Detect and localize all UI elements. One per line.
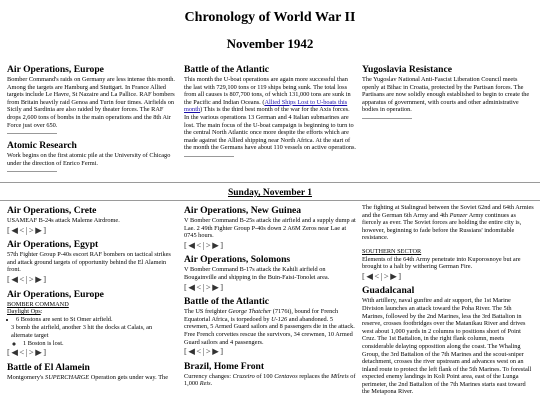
overview-column-1 bbox=[7, 64, 175, 178]
nav-bracket-open: [ bbox=[7, 347, 11, 358]
section-text: The fighting at Stalingrad between the Soviet 62nd and 64th Armies and the German 6th Army and 4th Panzer Army continues as fiercely as ever. The Soviet forces are holding the entire city is, however, beginning to fade before the Russians' indomitable resistance. bbox=[362, 204, 534, 242]
divider bbox=[0, 182, 540, 183]
day-column-1 bbox=[7, 205, 175, 381]
first-arrow-icon[interactable]: ◀ bbox=[11, 347, 19, 358]
list-item: • 6 Bostons are sent to St Omer airfield. bbox=[16, 316, 175, 324]
section-title: Air Operations, Crete bbox=[7, 205, 97, 216]
next-arrow-icon[interactable]: > bbox=[205, 281, 212, 292]
section-text: Montgomery's SUPERCHARGE Operation gets under way. The bbox=[7, 373, 168, 381]
section-text: This month the U-boat operations are again more successful than the last with 729,100 tons or 119 ships being sunk. The total loss from all causes is 807,700 tons, of which 131,000 tons are sunk in the Pacific and Indian Oceans. (Allied Ships Lost to U-boats this month) This is the third best month of the war for the Axis forces. In the various operations 13 German and 4 Italian submarines are lost. The main focus of the U-boat campaign is beginning to turn to the central North Atlantic once more despite the efforts which are made against the Allied shipping near North Africa. At the start of the month the Germans have about 110 vessels on active operations. bbox=[184, 76, 357, 152]
prev-arrow-icon[interactable]: < bbox=[19, 273, 25, 284]
section-title: Air Operations, Europe bbox=[7, 64, 104, 75]
section-text: Currency changes: Cruzeiro of 100 Centavos replaces the Milreis of 1,000 Reis. bbox=[184, 372, 356, 388]
prev-arrow-icon[interactable]: < bbox=[196, 239, 202, 250]
nav-bracket-close: ] bbox=[43, 347, 47, 358]
next-arrow-icon[interactable]: > bbox=[205, 239, 212, 250]
nav-divider: | bbox=[25, 224, 28, 235]
next-arrow-icon[interactable]: > bbox=[28, 347, 35, 358]
section-title: Atomic Research bbox=[7, 140, 77, 152]
last-arrow-icon[interactable]: ▶ bbox=[35, 224, 43, 235]
next-arrow-icon[interactable]: > bbox=[28, 273, 35, 284]
overview-column-3 bbox=[362, 64, 534, 125]
section-text: V Bomber Command B-25s attack the airfield and a supply dump at Lae. 2 49th Fighter Group P-40s down 2 A6M Zeros near Lae at 0745 hours. bbox=[184, 217, 356, 240]
section-text: 57th Fighter Group P-40s escort RAF bombers on tactical strikes and attack ground targets of opportunity behind the El Alamein front. bbox=[7, 251, 171, 274]
nav-divider: | bbox=[202, 239, 205, 250]
nav-bracket-open: [ bbox=[184, 346, 188, 357]
nav-bracket-open: [ bbox=[184, 281, 188, 292]
last-arrow-icon[interactable]: ▶ bbox=[390, 270, 398, 281]
command-label: BOMBER COMMAND bbox=[7, 300, 69, 308]
nav-divider: | bbox=[25, 273, 28, 284]
nav-bracket-open: [ bbox=[7, 273, 11, 284]
nav-bracket-close: ] bbox=[43, 224, 47, 235]
section-text: With artillery, naval gunfire and air support, the 1st Marine Division launches an attack toward the Poha River. The 5th Marines, followed by the 2nd Marines, less the 3rd Battalion in reserve, crosses footbridges over the Matanikau River and drives west about 1,000 yards in 2 columns to positions short of Point Cruz. The 1st Battalion, in the right flank column, meets considerable delaying opposition along the coast. The Whaling Group, the 3rd Battalion of the 7th Marines and the scout-sniper detachment, crosses the river upstream and advances west on an inland route to protect the left flank of the 5th Marines. To forestall expected enemy landings in Koli Point area, east of the Lunga perimeter, the 2nd Battalion of the 7th Marines starts east toward the Metapona River. bbox=[362, 297, 532, 396]
ops-sublist bbox=[7, 340, 175, 348]
next-arrow-icon[interactable]: > bbox=[383, 270, 390, 281]
section-title: Air Operations, New Guinea bbox=[184, 205, 302, 216]
allied-ships-lost-link[interactable]: Allied Ships Lost to U-boats this month bbox=[184, 98, 348, 114]
nav-bracket-close: ] bbox=[220, 281, 224, 292]
first-arrow-icon[interactable]: ◀ bbox=[188, 346, 196, 357]
section-title: Guadalcanal bbox=[362, 285, 415, 297]
prev-arrow-icon[interactable]: < bbox=[196, 346, 202, 357]
nav-divider: | bbox=[202, 346, 205, 357]
page-title: Chronology of World War II bbox=[184, 10, 356, 25]
nav-bracket-open: [ bbox=[362, 270, 366, 281]
nav-bracket-open: [ bbox=[184, 239, 188, 250]
divider bbox=[0, 200, 540, 201]
section-text: The Yugoslav National Anti-Fascist Liberation Council meets openly at Bihac in Croatia, protected by the Partisan forces. The Partisans are now solidly enough established to begin to create the apparatus of government, with courts and other administrative bodies in operation. bbox=[362, 76, 530, 114]
section-title: Yugoslavia Resistance bbox=[362, 64, 452, 75]
nav-divider: | bbox=[380, 270, 383, 281]
nav-bracket-close: ] bbox=[220, 239, 224, 250]
section-text: USAMEAF B-24s attack Maleme Airdrome. bbox=[7, 217, 120, 224]
nav-divider: | bbox=[25, 347, 28, 358]
nav-arrows bbox=[7, 349, 175, 357]
section-text: Work begins on the first atomic pile at the University of Chicago under the direction of Enrico Fermi. bbox=[7, 152, 171, 167]
section-text: Elements of the 64th Army penetrate into Kuporosnoye but are brought to a halt by withering German Fire. bbox=[362, 255, 521, 271]
day-column-2 bbox=[184, 205, 356, 388]
nav-arrows bbox=[184, 348, 356, 356]
last-arrow-icon[interactable]: ▶ bbox=[35, 347, 43, 358]
divider bbox=[362, 118, 412, 119]
first-arrow-icon[interactable]: ◀ bbox=[366, 270, 374, 281]
divider bbox=[7, 133, 57, 134]
nav-bracket-open: [ bbox=[7, 224, 11, 235]
page-subtitle: November 1942 bbox=[226, 36, 314, 51]
section-title: Air Operations, Egypt bbox=[7, 239, 99, 251]
first-arrow-icon[interactable]: ◀ bbox=[188, 281, 196, 292]
nav-arrows bbox=[184, 239, 356, 250]
section-title: Air Operations, Europe bbox=[7, 288, 104, 300]
list-item: 3 bomb the airfield, another 3 hit the docks at Calais, an alternate target bbox=[11, 324, 153, 339]
nav-arrows bbox=[7, 224, 175, 235]
nav-bracket-close: ] bbox=[220, 346, 224, 357]
prev-arrow-icon[interactable]: < bbox=[19, 347, 25, 358]
divider bbox=[7, 171, 57, 172]
nav-arrows bbox=[7, 273, 175, 284]
last-arrow-icon[interactable]: ▶ bbox=[35, 273, 43, 284]
overview-column-2 bbox=[184, 64, 356, 163]
nav-bracket-close: ] bbox=[43, 273, 47, 284]
section-title: Battle of the Atlantic bbox=[184, 64, 269, 75]
ops-list bbox=[7, 316, 175, 324]
section-text: The US freighter George Thatcher (7176t), bound for French Equatorial Africa, is torpedoed by U-126 and abandoned. 5 crewmen, 5 Armed Guard sailors and 8 passengers die in the attack. Free French corvettes rescue the survivors, 34 crewmen, 10 Armed Guard sailors and 4 passengers. bbox=[184, 308, 355, 346]
nav-divider: | bbox=[202, 281, 205, 292]
prev-arrow-icon[interactable]: < bbox=[374, 270, 380, 281]
section-title: Battle of the Atlantic bbox=[184, 296, 269, 308]
front-label: SOUTHERN SECTOR bbox=[362, 247, 422, 255]
section-title: Battle of El Alamein bbox=[7, 361, 90, 373]
nav-bracket-close: ] bbox=[398, 270, 402, 281]
first-arrow-icon[interactable]: ◀ bbox=[11, 224, 19, 235]
section-title: Brazil, Home Front bbox=[184, 360, 265, 372]
prev-arrow-icon[interactable]: < bbox=[196, 281, 202, 292]
last-arrow-icon[interactable]: ▶ bbox=[212, 346, 220, 357]
next-arrow-icon[interactable]: > bbox=[28, 224, 35, 235]
next-arrow-icon[interactable]: > bbox=[205, 346, 212, 357]
ops-label: Daylight Ops: bbox=[7, 308, 43, 316]
nav-arrows bbox=[362, 270, 534, 281]
first-arrow-icon[interactable]: ◀ bbox=[188, 239, 196, 250]
day-heading: Sunday, November 1 bbox=[227, 188, 313, 198]
nav-arrows bbox=[184, 281, 356, 292]
last-arrow-icon[interactable]: ▶ bbox=[212, 239, 220, 250]
list-item: ◦ 1 Boston is lost. bbox=[23, 340, 175, 348]
section-title: Air Operations, Solomons bbox=[184, 254, 291, 266]
section-text: Bomber Command's raids on Germany are less intense this month. Among the targets are Hamburg and Stuttgart. In France Allied targets include Le Havre, St Nazaire and La Pallice. RAF bombers from Britain heavily raid Genoa and Turin four times. Airfields on Sicily and Sardinia are also raided by theater forces. The RAF drops 2,600 tons of bombs in the main operations and the 8th Air Force just over 650. bbox=[7, 76, 175, 129]
prev-arrow-icon[interactable]: < bbox=[19, 224, 25, 235]
divider bbox=[184, 156, 234, 157]
last-arrow-icon[interactable]: ▶ bbox=[212, 281, 220, 292]
section-text: V Bomber Command B-17s attack the Kahili airfield on Bougainville and shipping in the Buin-Faisi-Tonolei area. bbox=[184, 266, 330, 281]
first-arrow-icon[interactable]: ◀ bbox=[11, 273, 19, 284]
day-column-3 bbox=[362, 204, 534, 396]
